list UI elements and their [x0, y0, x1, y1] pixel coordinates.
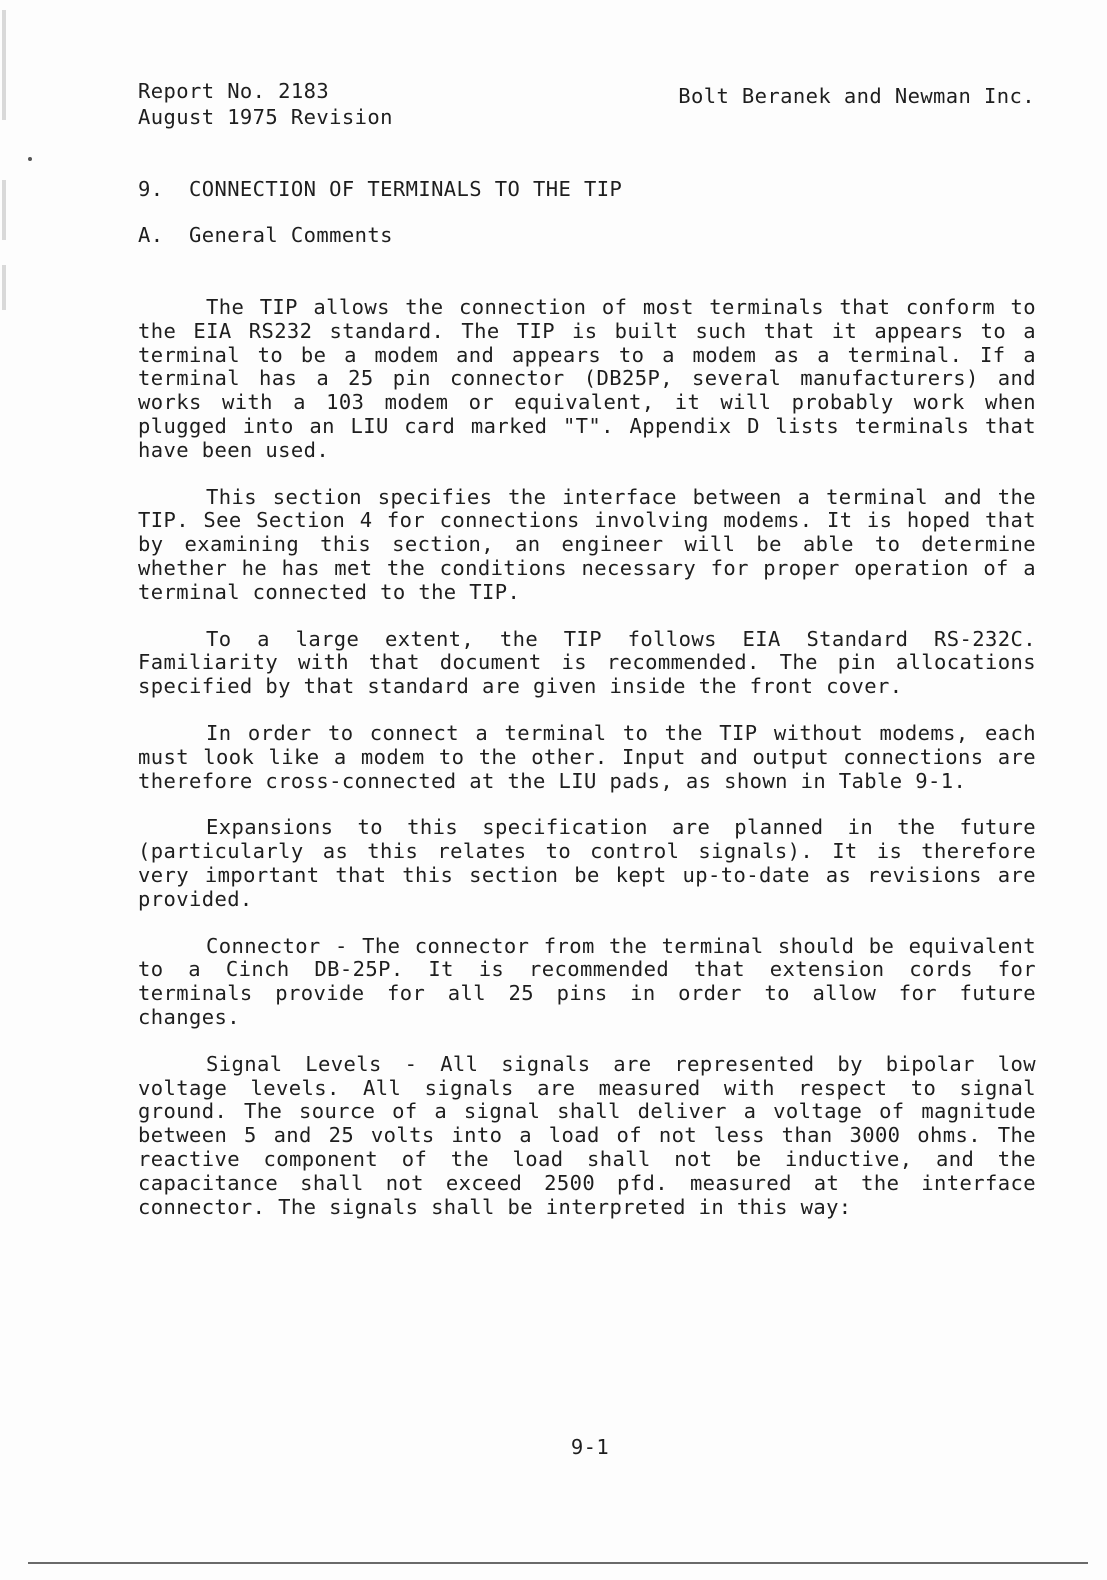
body-text: [138, 296, 1036, 1242]
margin-dot: [28, 157, 32, 161]
paragraph-connector: Connector - The connector from the terminal should be equivalent to a Cinch DB-25P. It is recommended that extension cords for terminals provide for all 25 pins in order to allow for future changes.: [138, 933, 1036, 1029]
report-revision: August 1975 Revision: [138, 105, 393, 129]
section-title: 9. CONNECTION OF TERMINALS TO THE TIP: [138, 177, 623, 201]
paragraph-signal-levels: Signal Levels - All signals are represented by bipolar low voltage levels. All signals are measured with respect to signal ground. The source of a signal shall deliver a voltage of magnitude between 5 and 25 volts into a load of not less than 3000 ohms. The reactive component of the load shall not be inductive, and the capacitance shall not exceed 2500 pfd. measured at the interface connector. The signals shall be interpreted in this way:: [138, 1051, 1036, 1219]
page-number: 9-1: [570, 1435, 610, 1459]
paragraph-eia-standard: To a large extent, the TIP follows EIA Standard RS-232C. Familiarity with that document is recommended. The pin allocations specified by that standard are given inside the front cover.: [138, 626, 1036, 699]
subsection-title: A. General Comments: [138, 223, 393, 247]
report-number: Report No. 2183: [138, 79, 330, 103]
paragraph-cross-connection: In order to connect a terminal to the TIP without modems, each must look like a modem to the other. Input and output connections are therefore cross-connected at the LIU pads, as shown in Table 9-1.: [138, 720, 1036, 793]
scan-speckle: [2, 265, 6, 310]
scan-speckle: [2, 180, 6, 240]
paragraph-interface-scope: This section specifies the interface between a terminal and the TIP. See Section 4 for connections involving modems. It is hoped that by examining this section, an engineer will be able to determine whether he has met the conditions necessary for proper operation of a terminal connected to the TIP.: [138, 484, 1036, 604]
scan-speckle: [2, 10, 6, 120]
report-header-left: [138, 78, 393, 130]
paragraph-tip-connection: The TIP allows the connection of most terminals that conform to the EIA RS232 standard. The TIP is built such that it appears to a terminal to be a modem and appears to a modem as a terminal. If a terminal has a 25 pin connector (DB25P, several manufacturers) and works with a 103 modem or equivalent, it will probably work when plugged into an LIU card marked "T". Appendix D lists terminals that have been used.: [138, 295, 1036, 462]
paragraph-expansions: Expansions to this specification are planned in the future (particularly as this relates to control signals). It is therefore very important that this section be kept up-to-date as revisions are provided.: [138, 815, 1036, 911]
company-name: Bolt Beranek and Newman Inc.: [678, 84, 1035, 108]
bottom-rule: [28, 1562, 1088, 1564]
